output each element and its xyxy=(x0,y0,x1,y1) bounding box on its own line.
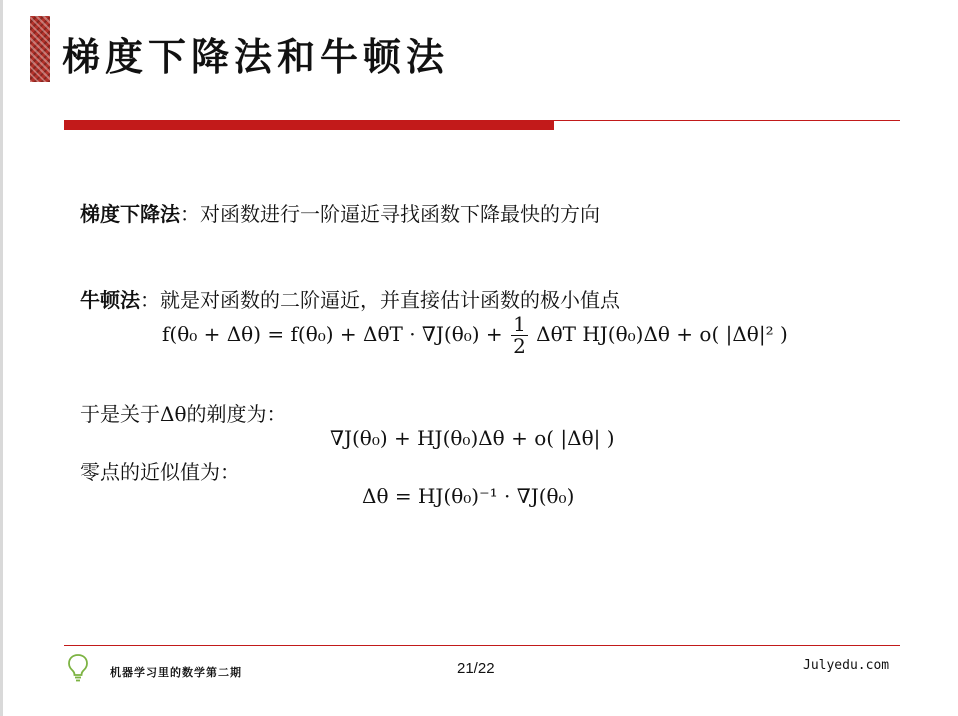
fraction-numerator: 1 xyxy=(513,312,526,336)
footer-divider xyxy=(64,645,900,646)
gradient-formula: ∇J(θ₀) + HJ(θ₀)Δθ + o( |Δθ| ) xyxy=(330,426,615,450)
footer-page-number: 21/22 xyxy=(457,660,495,677)
lightbulb-icon xyxy=(66,653,90,683)
left-border xyxy=(0,0,3,716)
taylor-formula-right: ΔθT HJ(θ₀)Δθ + o( |Δθ|² ) xyxy=(536,322,788,346)
title-marker xyxy=(30,16,50,82)
footer-site: Julyedu.com xyxy=(803,658,890,673)
footer-course: 机器学习里的数学第二期 xyxy=(110,666,242,679)
zero-intro: 零点的近似值为： xyxy=(80,460,240,484)
taylor-formula xyxy=(162,314,788,357)
slide-title: 梯度下降法和牛顿法 xyxy=(62,34,450,79)
newton-label: 牛顿法 xyxy=(80,288,140,312)
derivative-intro: 于是关于Δθ的剃度为： xyxy=(80,402,287,426)
one-half-fraction xyxy=(511,314,528,357)
gradient-descent-line xyxy=(80,198,600,227)
newton-text: ：就是对函数的二阶逼近，并直接估计函数的极小值点 xyxy=(140,288,620,312)
zero-formula: Δθ = HJ(θ₀)⁻¹ · ∇J(θ₀) xyxy=(362,484,575,508)
gradient-descent-label: 梯度下降法 xyxy=(80,202,180,226)
taylor-formula-left: f(θ₀ + Δθ) = f(θ₀) + ΔθT · ∇J(θ₀) + xyxy=(162,322,503,346)
fraction-denominator: 2 xyxy=(513,334,526,358)
gradient-descent-text: ：对函数进行一阶逼近寻找函数下降最快的方向 xyxy=(180,202,600,226)
title-underline-thick xyxy=(64,120,554,130)
newton-line xyxy=(80,284,620,313)
